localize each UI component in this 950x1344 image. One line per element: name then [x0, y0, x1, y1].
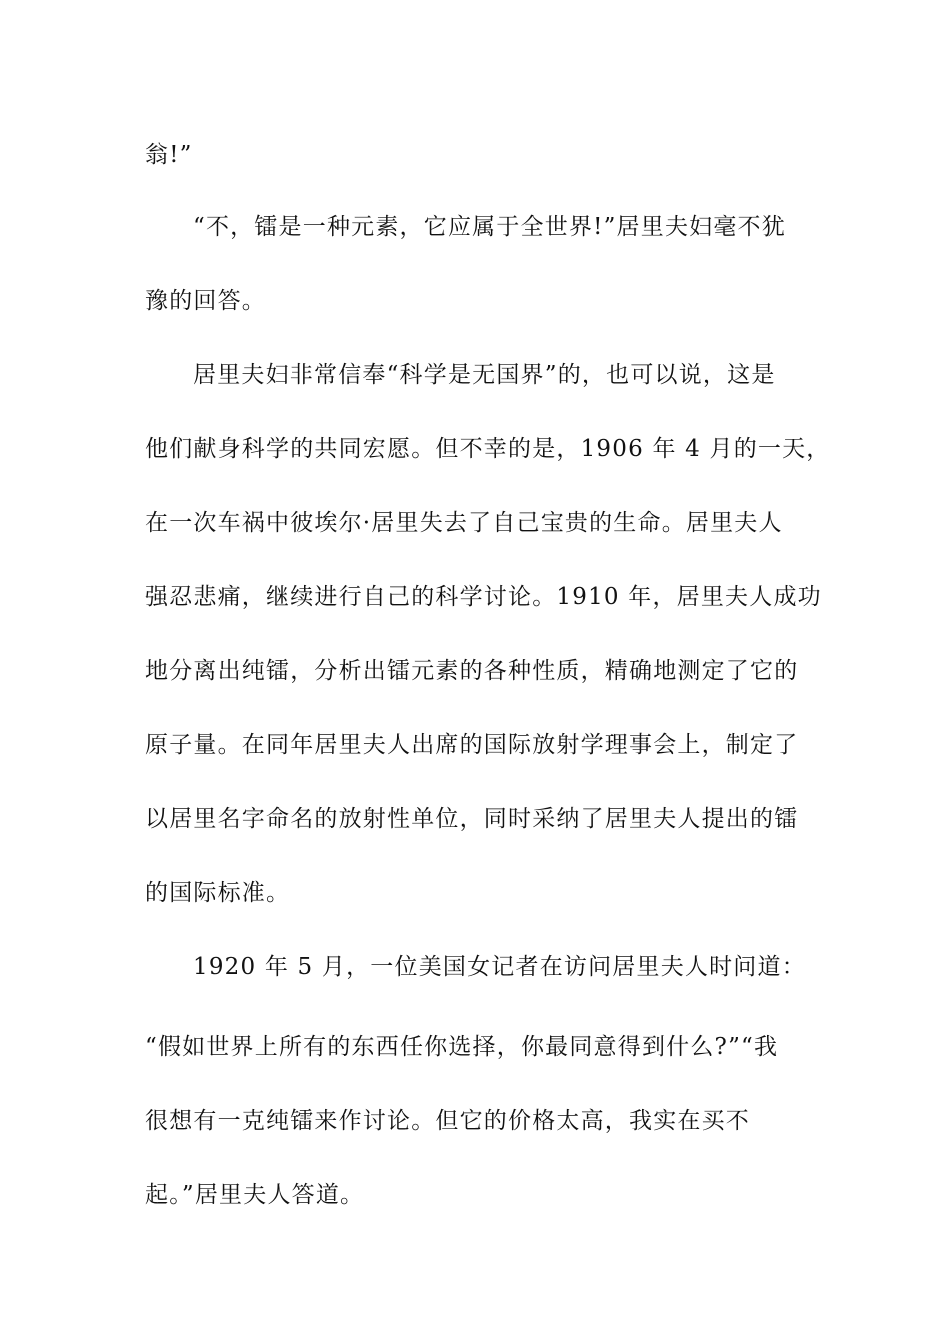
paragraph-start-line: “不，镭是一种元素，它应属于全世界!”居里夫妇毫不犹: [193, 214, 786, 240]
text-line: “假如世界上所有的东西任你选择，你最同意得到什么?”“我: [145, 1034, 779, 1060]
text-line: 的国际标准。: [145, 880, 291, 906]
text-line: 起。”居里夫人答道。: [145, 1182, 365, 1208]
text-line: 以居里名字命名的放射性单位，同时采纳了居里夫人提出的镭: [145, 806, 799, 832]
text-line: 地分离出纯镭，分析出镭元素的各种性质，精确地测定了它的: [145, 658, 799, 684]
text-line: 他们献身科学的共同宏愿。但不幸的是，1906 年 4 月的一天，: [145, 436, 831, 462]
paragraph-start-line: 1920 年 5 月，一位美国女记者在访问居里夫人时问道：: [193, 954, 806, 980]
text-line: 翁!”: [145, 142, 193, 168]
text-line: 豫的回答。: [145, 288, 266, 314]
text-line: 很想有一克纯镭来作讨论。但它的价格太高，我实在买不: [145, 1108, 750, 1134]
text-line: 原子量。在同年居里夫人出席的国际放射学理事会上，制定了: [145, 732, 799, 758]
text-line: 在一次车祸中彼埃尔·居里失去了自己宝贵的生命。居里夫人: [145, 510, 783, 536]
text-line: 强忍悲痛，继续进行自己的科学讨论。1910 年，居里夫人成功: [145, 584, 822, 610]
paragraph-start-line: 居里夫妇非常信奉“科学是无国界”的，也可以说，这是: [193, 362, 776, 388]
